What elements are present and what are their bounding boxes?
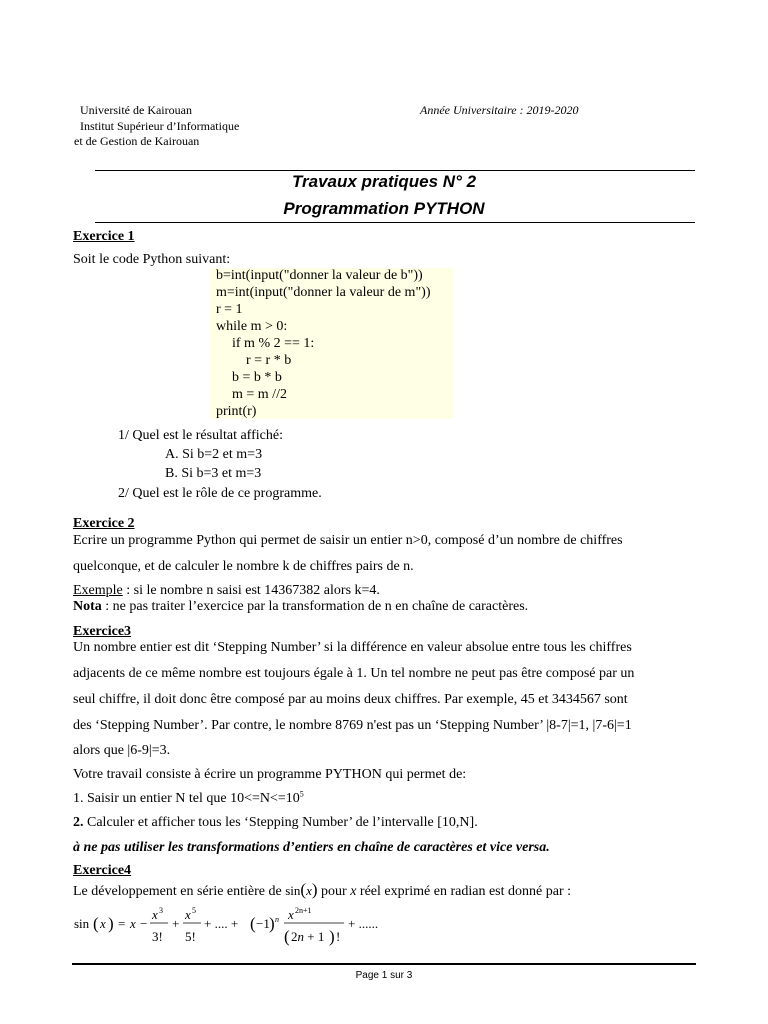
svg-text:−: − (140, 916, 148, 931)
code-line: if m % 2 == 1: (232, 336, 315, 351)
title-rule (95, 222, 695, 223)
code-line: while m > 0: (216, 319, 288, 334)
code-line: print(r) (216, 404, 257, 419)
exercise-2-nota (73, 599, 528, 615)
exercise-4-intro (73, 880, 571, 900)
exercise-3-note: à ne pas utiliser les transformations d’entiers en chaîne de caractères et vice versa. (73, 840, 550, 855)
code-line: r = r * b (246, 353, 292, 368)
svg-text:x: x (288, 907, 294, 922)
step-2-text: Calculer et afficher tous les ‘Stepping Number’ de l’intervalle [10,N]. (83, 815, 478, 830)
exponent: 5 (299, 789, 304, 799)
exercise-3-paragraph: des ‘Stepping Number’. Par contre, le nombre 8769 n'est pas un ‘Stepping Number’ |8-7|=1, |7-6|=1 (73, 718, 632, 733)
step-1-text: 1. Saisir un entier N tel que 10<=N<=10 (73, 791, 300, 806)
university-name: Université de Kairouan (80, 103, 192, 117)
exercise-1-intro: Soit le code Python suivant: (73, 252, 231, 267)
page-number: Page 1 sur 3 (355, 970, 413, 981)
header-rule (95, 170, 695, 171)
question-2: 2/ Quel est le rôle de ce programme. (118, 486, 322, 501)
svg-text:5: 5 (192, 906, 196, 915)
svg-text:x: x (100, 916, 106, 931)
nota-label: Nota (73, 599, 102, 614)
svg-text:x: x (185, 907, 191, 922)
exercise-2-line: Ecrire un programme Python qui permet de saisir un entier n>0, composé d’un nombre de chiffres (73, 533, 623, 548)
svg-text:+ .... +: + .... + (204, 916, 239, 931)
svg-text:+ ......: + ...... (348, 916, 379, 931)
nota-text: : ne pas traiter l’exercice par la transformation de n en chaîne de caractères. (101, 599, 529, 614)
svg-text:n: n (275, 915, 279, 924)
sin-series-formula (72, 900, 382, 946)
svg-text:x: x (152, 907, 158, 922)
svg-text:sin: sin (74, 916, 90, 931)
page-subtitle: Programmation PYTHON (283, 199, 485, 218)
svg-text:): ) (108, 914, 114, 933)
code-line: b = b * b (232, 370, 282, 385)
svg-text:): ) (269, 914, 275, 933)
code-line: r = 1 (216, 302, 243, 317)
footer-rule (72, 963, 696, 965)
example-text: : si le nombre n saisi est 14367382 alors k=4. (122, 583, 380, 598)
institute-name-cont: et de Gestion de Kairouan (74, 134, 200, 148)
svg-text:=: = (118, 916, 126, 931)
svg-text:3!: 3! (152, 929, 163, 944)
svg-text:+: + (172, 916, 180, 931)
exercise-2-title: Exercice 2 (73, 516, 135, 531)
exercise-4-title: Exercice4 (73, 863, 132, 878)
svg-text:2n+1: 2n+1 (295, 906, 312, 915)
code-line: m=int(input("donner la valeur de m")) (216, 285, 431, 300)
intro-text-a: Le développement en série entière de (73, 884, 286, 899)
question-1b: B. Si b=3 et m=3 (165, 466, 262, 481)
exercise-3-paragraph: adjacents de ce même nombre est toujours égale à 1. Un tel nombre ne peut pas être composé par un (73, 666, 635, 681)
question-1a: A. Si b=2 et m=3 (165, 447, 263, 462)
svg-text:(: ( (93, 914, 99, 933)
svg-text:(: ( (250, 914, 256, 933)
example-label: Exemple (73, 583, 123, 598)
exercise-1-title: Exercice 1 (73, 229, 135, 244)
exercise-3-task: Votre travail consiste à écrire un programme PYTHON qui permet de: (73, 767, 467, 782)
exercise-3-paragraph: Un nombre entier est dit ‘Stepping Number’ si la différence en valeur absolue entre tous les chiffres (73, 640, 632, 655)
step-2-number: 2. (73, 815, 84, 830)
intro-text-b: pour (317, 884, 351, 899)
academic-year: Année Universitaire : 2019-2020 (420, 103, 579, 117)
exercise-3-paragraph: alors que |6-9|=3. (73, 743, 171, 758)
svg-text:!: ! (336, 929, 341, 944)
exercise-3-step-2 (73, 815, 478, 831)
exercise-3-step-1 (73, 791, 304, 807)
svg-text:x: x (130, 916, 136, 931)
exercise-3-title: Exercice3 (73, 624, 132, 639)
svg-text:−1: −1 (256, 916, 270, 931)
code-line: m = m //2 (232, 387, 287, 402)
exercise-3-paragraph: seul chiffre, il doit donc être composé par au moins deux chiffres. Par exemple, 45 et 3434567 sont (73, 692, 628, 707)
code-line: b=int(input("donner la valeur de b")) (216, 268, 423, 283)
svg-text:2n + 1: 2n + 1 (291, 929, 325, 944)
exercise-2-line: quelconque, et de calculer le nombre k de chiffres pairs de n. (73, 559, 414, 574)
svg-text:): ) (329, 927, 335, 946)
svg-text:5!: 5! (185, 929, 196, 944)
intro-text-c: réel exprimé en radian est donné par : (356, 884, 571, 899)
sin-x-expression: sin(x) (285, 880, 318, 899)
svg-text:(: ( (284, 927, 290, 946)
question-1: 1/ Quel est le résultat affiché: (118, 428, 283, 443)
svg-text:3: 3 (159, 906, 163, 915)
page-title: Travaux pratiques N° 2 (291, 172, 477, 191)
exercise-2-example (73, 583, 380, 599)
intro-variable: x (350, 884, 357, 899)
institute-name: Institut Supérieur d’Informatique (80, 119, 240, 133)
